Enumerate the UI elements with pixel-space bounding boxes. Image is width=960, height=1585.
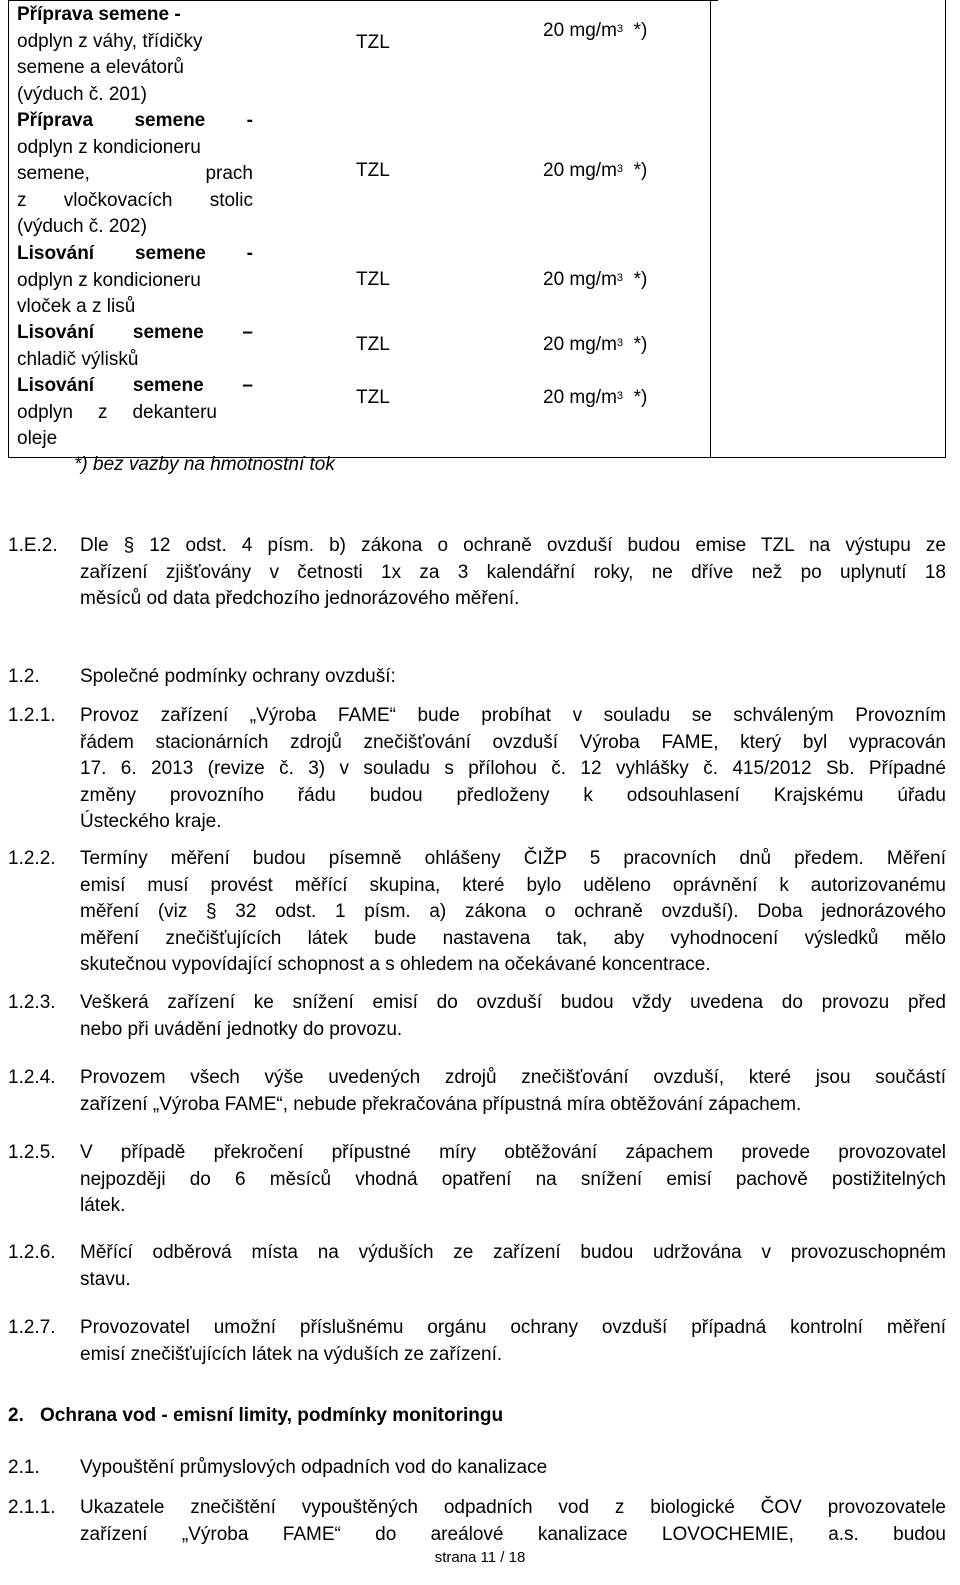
paragraph-number: 1.E.2. xyxy=(8,535,58,556)
text-line: Společné podmínky ochrany ovzduší: xyxy=(80,666,396,687)
text-line: Veškerá zařízení ke snížení emisí do ovzduší budou vždy uvedena do provozu před xyxy=(80,992,946,1013)
paragraph-text xyxy=(80,990,946,1043)
source-cell xyxy=(17,108,253,241)
text-line: měření znečišťujících látek bude nastavena tak, aby vyhodnocení výsledků mělo xyxy=(80,927,946,949)
source-title: Příprava semene - xyxy=(17,110,253,131)
text-line: Ústeckého kraje. xyxy=(80,811,222,832)
text-line: Ukazatele znečištění vypouštěných odpadních vod z biologické ČOV provozovatele xyxy=(80,1497,946,1518)
limit-cell xyxy=(543,334,723,356)
source-title: Lisování semene – xyxy=(17,375,253,396)
pollutant-cell: TZL xyxy=(356,269,390,290)
text-line: emisí znečišťujících látek na výduších ze zařízení. xyxy=(80,1343,503,1365)
paragraph-text xyxy=(80,1240,946,1293)
paragraph-number: 1.2.6. xyxy=(8,1242,56,1263)
text-line: Měřící odběrová místa na výduších ze zařízení budou udržována v provozuschopném xyxy=(80,1242,946,1263)
paragraph-text xyxy=(80,1140,946,1220)
text-line: V případě překročení přípustné míry obtěžování zápachem provede provozovatel xyxy=(80,1142,946,1163)
text-line: řádem stacionárních zdrojů znečišťování ovzduší Výroba FAME, který byl vypracován xyxy=(80,731,946,753)
limit-value: 20 mg/m xyxy=(543,160,617,181)
text-line: skutečnou vypovídající schopnost a s ohledem na očekávané koncentrace. xyxy=(80,954,711,975)
page-number-footer: strana 11 / 18 xyxy=(434,1549,526,1566)
text-line: stavu. xyxy=(80,1268,131,1290)
limit-note: *) xyxy=(633,160,648,181)
text-line: látek. xyxy=(80,1195,126,1216)
text-line: 17. 6. 2013 (revize č. 3) v souladu s přílohou č. 12 vyhlášky č. 415/2012 Sb. Případné xyxy=(80,758,946,779)
pollutant-cell: TZL xyxy=(356,32,390,53)
paragraph-text xyxy=(80,1495,946,1548)
text-line: nebo při uvádění jednotky do provozu. xyxy=(80,1018,403,1040)
text-line: zařízení „Výroba FAME“ do areálové kanalizace LOVOCHEMIE, a.s. budou xyxy=(80,1523,946,1545)
limit-cell xyxy=(543,160,723,182)
text-line: nejpozději do 6 měsíců vhodná opatření na snížení emisí pachově postižitelných xyxy=(80,1168,946,1190)
text-line: emisí musí provést měřící skupina, které bylo uděleno oprávnění k autorizovanému xyxy=(80,874,946,896)
source-line: (výduch č. 201) xyxy=(17,83,147,105)
source-title: Lisování semene - xyxy=(17,243,253,264)
paragraph-text xyxy=(80,846,946,979)
limit-exponent: 3 xyxy=(616,390,624,402)
source-line: odplyn z váhy, třídičky xyxy=(17,30,203,52)
limit-exponent: 3 xyxy=(616,23,624,35)
pollutant-cell: TZL xyxy=(356,160,390,181)
source-line: chladič výlisků xyxy=(17,348,139,370)
text-line: Ochrana vod - emisní limity, podmínky monitoringu xyxy=(40,1405,504,1426)
source-cell xyxy=(17,241,253,321)
source-title: Lisování semene – xyxy=(17,322,253,343)
text-line: měření (viz § 32 odst. 1 písm. a) zákona o ochraně ovzduší). Doba jednorázového xyxy=(80,901,946,922)
limit-exponent: 3 xyxy=(616,272,624,284)
limit-note: *) xyxy=(633,387,648,408)
section-number: 2. xyxy=(8,1405,24,1426)
limit-note: *) xyxy=(633,20,648,41)
paragraph-text xyxy=(80,703,946,836)
heading-text xyxy=(80,664,946,691)
paragraph-number: 1.2.5. xyxy=(8,1142,56,1163)
paragraph-number: 1.2.4. xyxy=(8,1067,56,1088)
paragraph-number: 1.2.2. xyxy=(8,848,56,869)
paragraph-text xyxy=(80,1065,946,1118)
source-line: semene, prach xyxy=(17,163,253,184)
source-cell xyxy=(17,373,253,453)
table-left-border xyxy=(8,0,9,458)
source-line: semene a elevátorů xyxy=(17,57,184,78)
emission-limits-table xyxy=(8,0,946,475)
paragraph-number: 1.2.7. xyxy=(8,1317,56,1338)
limit-exponent: 3 xyxy=(616,337,624,349)
source-cell xyxy=(17,2,253,108)
text-line: Provoz zařízení „Výroba FAME“ bude probíhat v souladu se schváleným Provozním xyxy=(80,705,946,726)
text-line: měsíců od data předchozího jednorázového měření. xyxy=(80,588,520,609)
text-line: Termíny měření budou písemně ohlášeny ČIŽP 5 pracovních dnů předem. Měření xyxy=(80,848,946,869)
source-line: vloček a z lisů xyxy=(17,296,136,317)
text-line: Dle § 12 odst. 4 písm. b) zákona o ochraně ovzduší budou emise TZL na výstupu ze xyxy=(80,535,946,556)
text-line: Vypouštění průmyslových odpadních vod do kanalizace xyxy=(80,1457,548,1478)
table-right-border xyxy=(945,0,946,458)
section-title xyxy=(40,1403,906,1430)
source-line: odplyn z dekanteru xyxy=(17,401,217,423)
source-line: oleje xyxy=(17,428,58,449)
source-line: (výduch č. 202) xyxy=(17,216,147,237)
paragraph-number: 2.1. xyxy=(8,1457,40,1478)
text-line: změny provozního řádu budou předloženy k odsouhlasení Krajskému úřadu xyxy=(80,784,946,806)
text-line: zařízení zjišťovány v četnosti 1x za 3 kalendářní roky, ne dříve než po uplynutí 18 xyxy=(80,561,946,583)
pollutant-cell: TZL xyxy=(356,387,390,408)
source-line: odplyn z kondicioneru xyxy=(17,269,201,291)
limit-cell xyxy=(543,387,723,409)
limit-value: 20 mg/m xyxy=(543,334,617,355)
source-line: odplyn z kondicioneru xyxy=(17,136,201,158)
table-footnote: *) bez vazby na hmotnostní tok xyxy=(74,454,335,475)
limit-cell xyxy=(543,269,723,291)
source-title: Příprava semene - xyxy=(17,4,181,25)
limit-exponent: 3 xyxy=(616,163,624,175)
limit-value: 20 mg/m xyxy=(543,20,617,41)
paragraph-number: 1.2. xyxy=(8,666,40,687)
limit-cell xyxy=(543,20,723,42)
paragraph-text xyxy=(80,1315,946,1368)
table-top-border xyxy=(8,0,718,1)
paragraph-number: 1.2.3. xyxy=(8,992,56,1013)
limit-value: 20 mg/m xyxy=(543,387,617,408)
heading-text xyxy=(80,1455,946,1482)
pollutant-cell: TZL xyxy=(356,334,390,355)
limit-value: 20 mg/m xyxy=(543,269,617,290)
limit-note: *) xyxy=(633,269,648,290)
paragraph-number: 2.1.1. xyxy=(8,1497,56,1518)
paragraph-text xyxy=(80,533,946,613)
source-line: z vločkovacích stolic xyxy=(17,189,253,211)
text-line: Provozovatel umožní příslušnému orgánu ochrany ovzduší případná kontrolní měření xyxy=(80,1317,946,1338)
text-line: Provozem všech výše uvedených zdrojů znečišťování ovzduší, které jsou součástí xyxy=(80,1067,946,1088)
limit-note: *) xyxy=(633,334,648,355)
paragraph-number: 1.2.1. xyxy=(8,705,56,726)
source-cell xyxy=(17,320,253,373)
text-line: zařízení „Výroba FAME“, nebude překračována přípustná míra obtěžování zápachem. xyxy=(80,1093,802,1115)
